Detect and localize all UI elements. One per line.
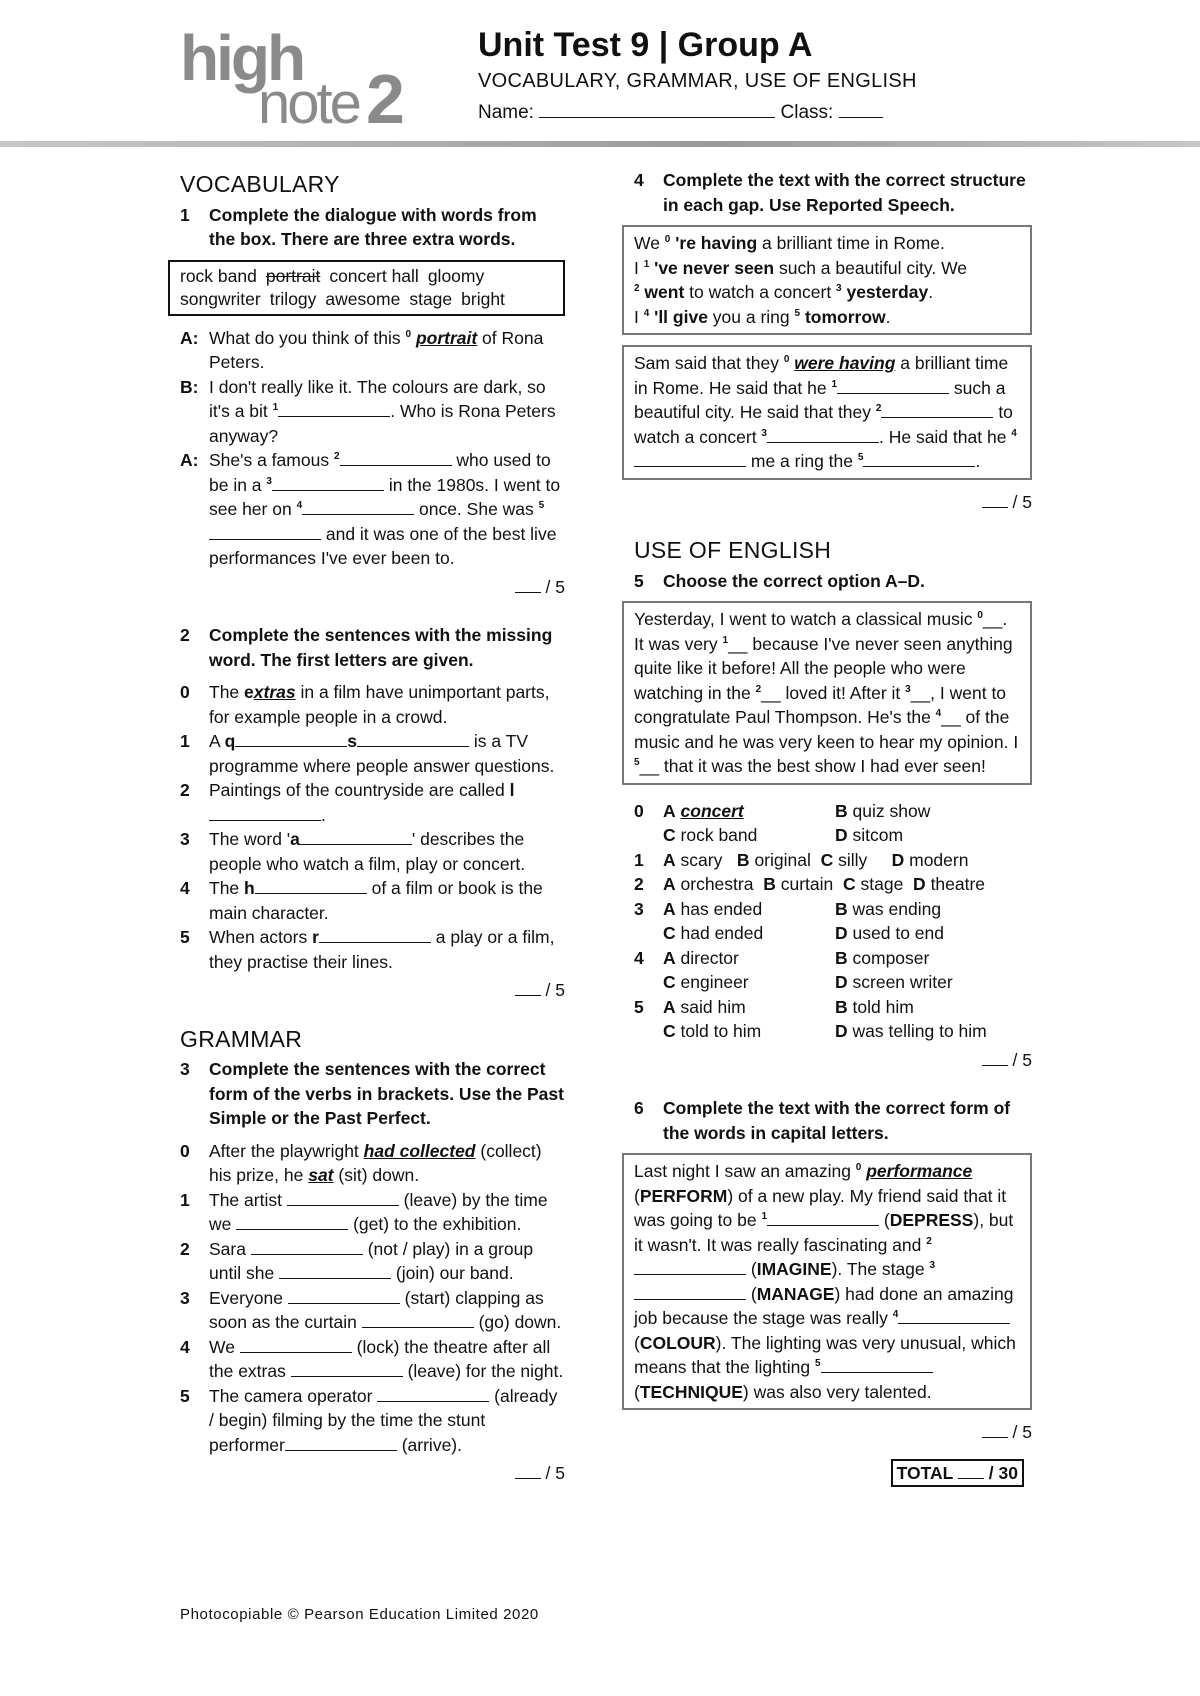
exercise-1-score: / 5 xyxy=(180,575,565,600)
exercise-4-score: / 5 xyxy=(634,490,1032,515)
option-group: 4 A director B composer C engineer D screen writer xyxy=(634,946,1032,995)
high-note-logo xyxy=(180,18,425,128)
answer-gap[interactable] xyxy=(863,451,975,467)
logo-number: 2 xyxy=(366,60,405,128)
option[interactable]: C had ended xyxy=(663,923,764,943)
answer-gap[interactable] xyxy=(319,927,431,943)
option-group: 2 A orchestra B curtain C stage D theatre xyxy=(634,874,986,894)
option[interactable]: D modern xyxy=(891,849,969,870)
exercise-item: 0 After the playwright had collected (collect) his prize, he sat (sit) down. xyxy=(180,1140,542,1185)
exercise-5-text-box: Yesterday, I went to watch a classical music $^0$__. It was very $^1$__ because I've never seen anything quite like it before! All the people who were watching in the $^2$__ loved it! After it $^3$__, I went to congratulate Paul Thompson. He's the $^4$__ of the music and he was very keen to hear my opinion. I $^5$__ that it was the best show I had ever seen! xyxy=(622,601,1032,785)
option[interactable]: D used to end xyxy=(835,923,944,943)
option[interactable]: C stage xyxy=(842,874,904,894)
section-heading-grammar: GRAMMAR xyxy=(180,1025,303,1052)
example-answer: had collected xyxy=(363,1140,476,1161)
exercise-1-instruction: 1 Complete the dialogue with words from the box. There are three extra words. xyxy=(180,204,537,249)
option[interactable]: B curtain xyxy=(763,874,834,894)
option[interactable]: B original xyxy=(736,849,811,870)
example-answer: were having xyxy=(794,353,896,373)
option[interactable]: C silly xyxy=(820,849,868,870)
answer-gap[interactable] xyxy=(634,1284,746,1300)
exercise-6-text-box: Last night I saw an amazing $^0$ performance (PERFORM) of a new play. My friend said that it was going to be $^1$ (DEPRESS), but it wasn't. It was really fascinating and $^2$ (IMAGINE). The stage $^3$ (MANAGE) had done an amazing job because the stage was really $^4$ (COLOUR). The lighting was very unusual, which means that the lighting $^5$ (TECHNIQUE) was also very talented. xyxy=(622,1153,1032,1410)
answer-gap[interactable] xyxy=(357,731,469,747)
answer-gap[interactable] xyxy=(898,1308,1010,1324)
word-box-item: gloomy xyxy=(427,265,485,286)
left-column xyxy=(180,172,565,1510)
option-group: 5 A said him B told him C told to him D was telling to him xyxy=(634,995,1032,1044)
option[interactable]: B told him xyxy=(835,996,914,1017)
total-score-box: TOTAL / 30 xyxy=(891,1459,1024,1488)
option[interactable]: C rock band xyxy=(663,825,758,845)
name-class-line xyxy=(478,102,883,124)
option-group: 3 A has ended B was ending C had ended D used to end xyxy=(634,897,1032,946)
option[interactable]: D was telling to him xyxy=(835,1021,987,1041)
page-title: Unit Test 9 | Group A xyxy=(478,26,813,64)
exercise-2-instruction: 2 Complete the sentences with the missing word. The first letters are given. xyxy=(180,625,553,670)
example-answer: xtras xyxy=(253,682,296,702)
exercise-4-instruction: 4 Complete the text with the correct structure in each gap. Use Reported Speech. xyxy=(634,170,1026,215)
exercise-5-instruction: 5 Choose the correct option A–D. xyxy=(634,570,925,591)
option[interactable]: A orchestra xyxy=(663,874,754,894)
name-field[interactable] xyxy=(539,103,775,118)
word-box-item: trilogy xyxy=(269,288,317,309)
answer-gap[interactable] xyxy=(340,450,452,466)
class-label: Class: xyxy=(780,102,834,123)
answer-gap[interactable] xyxy=(302,499,414,515)
exercise-item: 3 Everyone (start) clapping as soon as the curtain (go) down. xyxy=(180,1287,562,1332)
answer-gap[interactable] xyxy=(291,1361,403,1377)
word-box-item: awesome xyxy=(325,288,401,309)
word-box xyxy=(168,260,565,316)
exercise-item: 2 Paintings of the countryside are called l. xyxy=(180,780,515,825)
option[interactable]: B was ending xyxy=(835,898,942,919)
option[interactable]: D theatre xyxy=(913,874,986,894)
reported-speech-box: Sam said that they $^0$ were having a brilliant time in Rome. He said that he $^1$ such a beautiful city. He said that they $^2$ to watch a concert $^3$ . He said that he $^4$ me a ring the $^5$ . xyxy=(622,345,1032,480)
example-answer: sat xyxy=(308,1165,334,1185)
answer-gap[interactable] xyxy=(287,1190,399,1206)
page-subtitle: VOCABULARY, GRAMMAR, USE OF ENGLISH xyxy=(478,70,917,92)
answer-gap[interactable] xyxy=(837,378,949,394)
copyright-footer: Photocopiable © Pearson Education Limited 2020 xyxy=(180,1606,539,1623)
class-field[interactable] xyxy=(839,103,883,118)
example-answer: portrait xyxy=(415,327,478,348)
answer-gap[interactable] xyxy=(278,401,390,417)
dialogue-line: B: I don't really like it. The colours are dark, so it's a bit $^1$ . Who is Rona Peters anyway? xyxy=(180,376,556,446)
answer-gap[interactable] xyxy=(285,1435,397,1451)
answer-gap[interactable] xyxy=(288,1288,400,1304)
score-field[interactable] xyxy=(982,1422,1008,1438)
score-field[interactable] xyxy=(982,1050,1008,1066)
exercise-item: 0 The extras in a film have unimportant parts, for example people in a crowd. xyxy=(180,682,550,727)
answer-gap[interactable] xyxy=(279,1263,391,1279)
option[interactable]: A concert xyxy=(663,800,744,821)
word-box-item: concert hall xyxy=(329,265,419,286)
word-box-item: stage xyxy=(409,288,453,309)
exercise-item: 5 When actors r a play or a film, they practise their lines. xyxy=(180,927,555,972)
answer-gap[interactable] xyxy=(300,829,412,845)
exercise-item: 1 A q s is a TV programme where people answer questions. xyxy=(180,731,555,776)
option[interactable]: A has ended xyxy=(663,898,763,919)
dialogue-line: A: What do you think of this $^0$ portrait of Rona Peters. xyxy=(180,327,544,372)
exercise-item: 4 The h of a film or book is the main character. xyxy=(180,878,543,923)
option[interactable]: D sitcom xyxy=(835,825,904,845)
answer-gap[interactable] xyxy=(209,524,321,540)
exercise-item: 1 The artist (leave) by the time we (get) to the exhibition. xyxy=(180,1189,548,1234)
score-field[interactable] xyxy=(515,577,541,593)
exercise-5-options xyxy=(634,799,1032,1044)
exercise-item: 4 We (lock) the theatre after all the extras (leave) for the night. xyxy=(180,1336,564,1381)
option[interactable]: A director xyxy=(663,947,739,968)
word-box-item: rock band xyxy=(180,265,257,286)
option[interactable]: D screen writer xyxy=(835,972,953,992)
header-divider xyxy=(0,141,1200,147)
answer-gap[interactable] xyxy=(209,805,321,821)
exercise-3-score: / 5 xyxy=(180,1461,565,1486)
exercise-6-instruction: 6 Complete the text with the correct form of the words in capital letters. xyxy=(634,1098,1011,1143)
answer-gap[interactable] xyxy=(767,427,879,443)
score-field[interactable] xyxy=(515,980,541,996)
option[interactable]: C engineer xyxy=(663,972,749,992)
answer-gap[interactable] xyxy=(881,402,993,418)
answer-gap[interactable] xyxy=(240,1337,352,1353)
option[interactable]: A said him xyxy=(663,996,746,1017)
answer-gap[interactable] xyxy=(272,475,384,491)
answer-gap[interactable] xyxy=(377,1386,489,1402)
answer-gap[interactable] xyxy=(236,1214,348,1230)
answer-gap[interactable] xyxy=(634,451,746,467)
word-box-item: bright xyxy=(461,288,505,309)
answer-gap[interactable] xyxy=(362,1312,474,1328)
section-heading-vocabulary: VOCABULARY xyxy=(180,171,340,197)
total-score-field[interactable] xyxy=(958,1463,984,1479)
answer-gap[interactable] xyxy=(821,1357,933,1373)
dialogue-line: A: She's a famous $^2$ who used to be in a $^3$ in the 1980s. I went to see her on $^4$ once. She was $^5$ and it was one of the best live performances I've ever been to. xyxy=(180,450,561,568)
name-label: Name: xyxy=(478,102,534,123)
option[interactable]: B quiz show xyxy=(835,800,931,821)
answer-gap[interactable] xyxy=(251,1239,363,1255)
logo-word-high: high xyxy=(180,22,304,94)
exercise-3-instruction: 3 Complete the sentences with the correct form of the verbs in brackets. Use the Past Simple or the Past Perfect. xyxy=(180,1059,564,1128)
answer-gap[interactable] xyxy=(255,878,367,894)
answer-gap[interactable] xyxy=(235,731,347,747)
score-field[interactable] xyxy=(515,1463,541,1479)
word-box-item: songwriter xyxy=(180,288,261,309)
score-field[interactable] xyxy=(982,492,1008,508)
exercise-6-score: / 5 xyxy=(634,1420,1032,1445)
section-heading-use-of-english: USE OF ENGLISH xyxy=(634,537,832,563)
example-answer: performance xyxy=(866,1161,973,1181)
option[interactable]: B composer xyxy=(835,947,930,968)
exercise-5-score: / 5 xyxy=(634,1048,1032,1073)
option-group: 1 A scary B original C silly D modern xyxy=(634,849,969,870)
answer-gap[interactable] xyxy=(767,1210,879,1226)
option[interactable]: C told to him xyxy=(663,1021,762,1041)
answer-gap[interactable] xyxy=(634,1259,746,1275)
exercise-2-score: / 5 xyxy=(180,978,565,1003)
word-box-item-used: portrait xyxy=(265,265,321,286)
total-score-row xyxy=(634,1459,1032,1488)
exercise-item: 5 The camera operator (already / begin) filming by the time the stunt performer (arrive). xyxy=(180,1385,558,1455)
option[interactable]: A scary xyxy=(663,849,723,870)
direct-speech-box: We $^0$ 're having a brilliant time in Rome. I $^1$ 've never seen such a beautiful city. We $^2$ went to watch a concert $^3$ yesterday. I $^4$ 'll give you a ring $^5$ tomorrow. xyxy=(622,225,1032,335)
right-column xyxy=(634,168,1032,1487)
logo-word-note: note xyxy=(258,71,359,128)
exercise-item: 2 Sara (not / play) in a group until she (join) our band. xyxy=(180,1238,534,1283)
exercise-item: 3 The word 'a ' describes the people who watch a film, play or concert. xyxy=(180,829,526,874)
option-group: 0 A concert B quiz show C rock band D sitcom xyxy=(634,799,1032,848)
